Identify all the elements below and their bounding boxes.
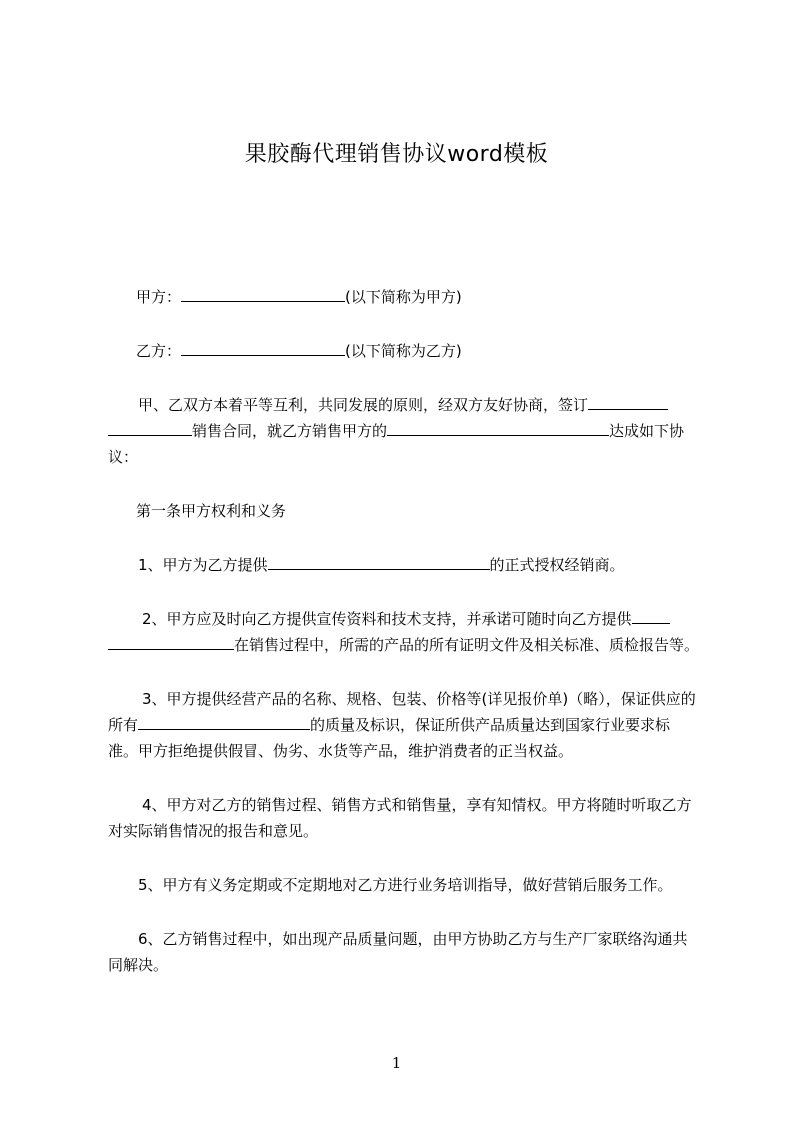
party-b-suffix: (以下简称为乙方) (345, 342, 462, 360)
party-b-line (108, 338, 700, 364)
clause-1-text-2: 的正式授权经销商。 (489, 556, 625, 574)
clause-5: 5、甲方有义务定期或不定期地对乙方进行业务培训指导，做好营销后服务工作。 (138, 876, 673, 894)
document-title: 果胶酶代理销售协议word模板 (244, 142, 549, 167)
party-a-blank (181, 284, 345, 302)
clause-4: 4、甲方对乙方的销售过程、销售方式和销售量，享有知情权。甲方将随时听取乙方对实际销售情况的报告和意见。 (108, 796, 692, 840)
clause-2-blank-a (632, 606, 670, 624)
preamble-blank-1a (588, 392, 668, 410)
page-number: 1 (391, 1054, 402, 1072)
preamble-text-3: 达成如下协议： (108, 422, 685, 466)
party-a-suffix: (以下简称为甲方) (345, 288, 462, 306)
clause-3-blank (138, 712, 310, 730)
preamble-text-2: 销售合同，就乙方销售甲方的 (192, 422, 388, 440)
section-heading: 第一条甲方权利和义务 (136, 502, 287, 520)
clause-1-text-1: 1、甲方为乙方提供 (138, 556, 268, 574)
clause-2 (108, 606, 700, 658)
preamble-paragraph (108, 392, 700, 470)
clause-3 (108, 686, 700, 764)
clause-6: 6、乙方销售过程中，如出现产品质量问题，由甲方协助乙方与生产厂家联络沟通共同解决。 (108, 930, 688, 974)
clause-1 (108, 552, 700, 578)
party-a-label: 甲方： (136, 288, 182, 306)
clause-3-text-2: 的质量及标识，保证所供产品质量达到国家行业要求标准。甲方拒绝提供假冒、伪劣、水货等产品，维护消费者的正当权益。 (108, 716, 671, 760)
clause-2-blank-b (108, 632, 234, 650)
document-body (108, 284, 700, 1006)
party-b-label: 乙方： (136, 342, 182, 360)
clause-2-text-1: 2、甲方应及时向乙方提供宣传资料和技术支持，并承诺可随时向乙方提供 (142, 610, 632, 628)
preamble-blank-1b (108, 418, 192, 436)
party-a-line (108, 284, 700, 310)
clause-1-blank (268, 552, 490, 570)
clause-2-text-2: 在销售过程中，所需的产品的所有证明文件及相关标准、质检报告等。 (234, 636, 700, 654)
clause-3-text-1: 3、甲方提供经营产品的名称、规格、包装、价格等(详见报价单)（略），保证供应的所有 (108, 690, 696, 734)
party-b-blank (181, 338, 345, 356)
preamble-text-1: 甲、乙双方本着平等互利，共同发展的原则，经双方友好协商，签订 (138, 396, 589, 414)
preamble-blank-2 (387, 418, 609, 436)
